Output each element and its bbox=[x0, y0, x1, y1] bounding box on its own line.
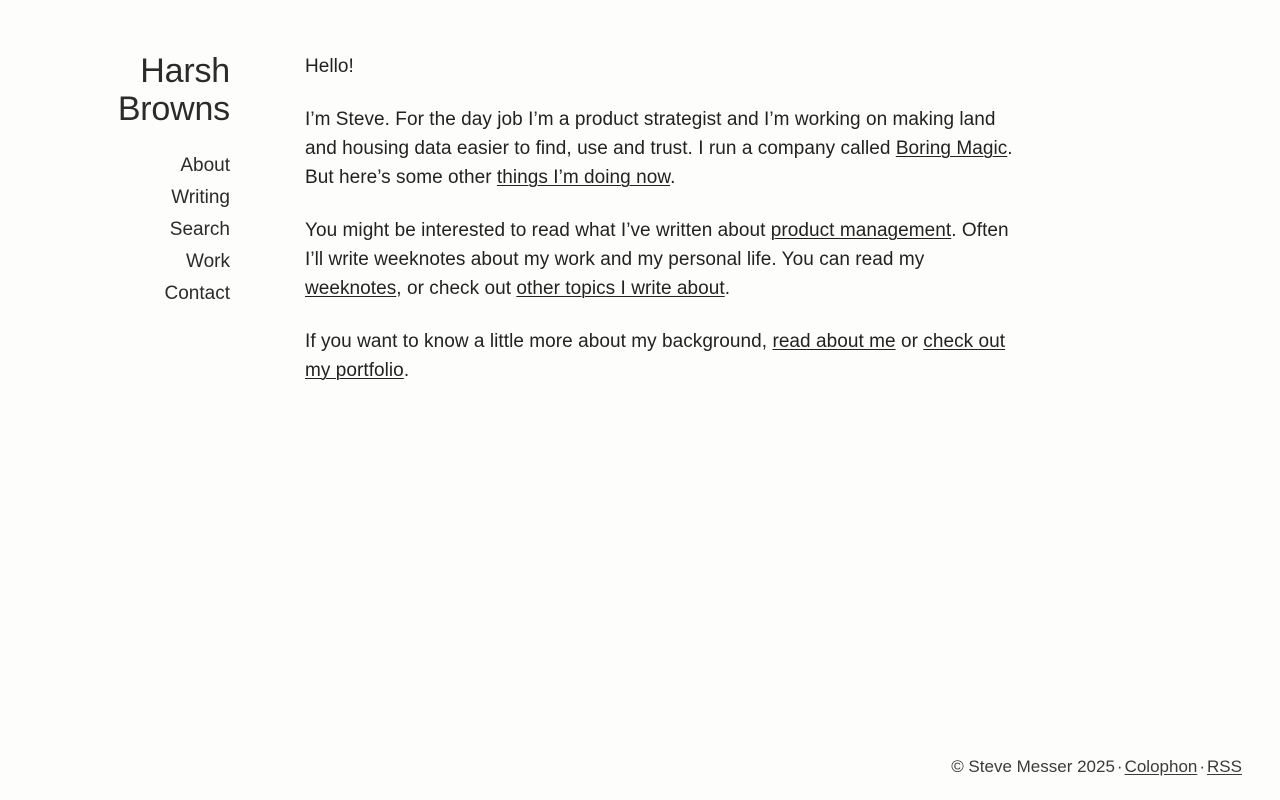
writing-paragraph bbox=[305, 216, 1020, 303]
main-content bbox=[230, 52, 1130, 409]
background-text-part2: or bbox=[895, 331, 924, 352]
link-other-topics[interactable]: other topics I write about bbox=[516, 278, 725, 299]
writing-text-part3: , or check out bbox=[396, 278, 517, 299]
link-weeknotes[interactable]: weeknotes bbox=[305, 278, 397, 299]
link-read-about-me[interactable]: read about me bbox=[772, 331, 896, 352]
intro-text-part2: . But here’s some other bbox=[305, 138, 1013, 188]
intro-paragraph bbox=[305, 105, 1020, 192]
footer-separator-1: · bbox=[1116, 757, 1123, 776]
link-boring-magic[interactable]: Boring Magic bbox=[895, 138, 1008, 159]
sidebar-item-contact[interactable]: Contact bbox=[164, 283, 230, 304]
sidebar bbox=[0, 52, 230, 310]
footer-link-colophon[interactable]: Colophon bbox=[1124, 757, 1198, 776]
footer-link-rss[interactable]: RSS bbox=[1207, 757, 1242, 776]
greeting-paragraph bbox=[305, 52, 1020, 81]
sidebar-nav bbox=[0, 150, 230, 310]
footer-separator-2: · bbox=[1199, 757, 1206, 776]
sidebar-item-about[interactable]: About bbox=[180, 155, 230, 176]
greeting-text: Hello! bbox=[305, 56, 354, 77]
footer-copyright: © Steve Messer 2025 bbox=[951, 757, 1115, 776]
link-things-im-doing-now[interactable]: things I’m doing now bbox=[496, 167, 671, 188]
background-text-part1: If you want to know a little more about my background, bbox=[305, 331, 773, 352]
sidebar-item-search[interactable]: Search bbox=[169, 219, 230, 240]
writing-text-part1: You might be interested to read what I’ve written about bbox=[305, 220, 771, 241]
sidebar-item-work[interactable]: Work bbox=[186, 251, 230, 272]
site-title: Harsh Browns bbox=[117, 52, 230, 128]
background-text-part3: . bbox=[403, 360, 410, 381]
background-paragraph bbox=[305, 327, 1020, 385]
sidebar-item-writing[interactable]: Writing bbox=[171, 187, 230, 208]
page-footer bbox=[951, 756, 1242, 778]
link-product-management[interactable]: product management bbox=[770, 220, 952, 241]
intro-text-part3: . bbox=[670, 167, 676, 188]
link-portfolio[interactable]: check out my portfolio bbox=[305, 331, 1006, 381]
intro-text-part1: I’m Steve. For the day job I’m a product strategist and I’m working on making land and housing data easier to find, use and trust. I run a company called bbox=[305, 109, 996, 159]
writing-text-part2: . Often I’ll write weeknotes about my work and my personal life. You can read my bbox=[305, 220, 1009, 270]
writing-text-part4: . bbox=[724, 278, 731, 299]
